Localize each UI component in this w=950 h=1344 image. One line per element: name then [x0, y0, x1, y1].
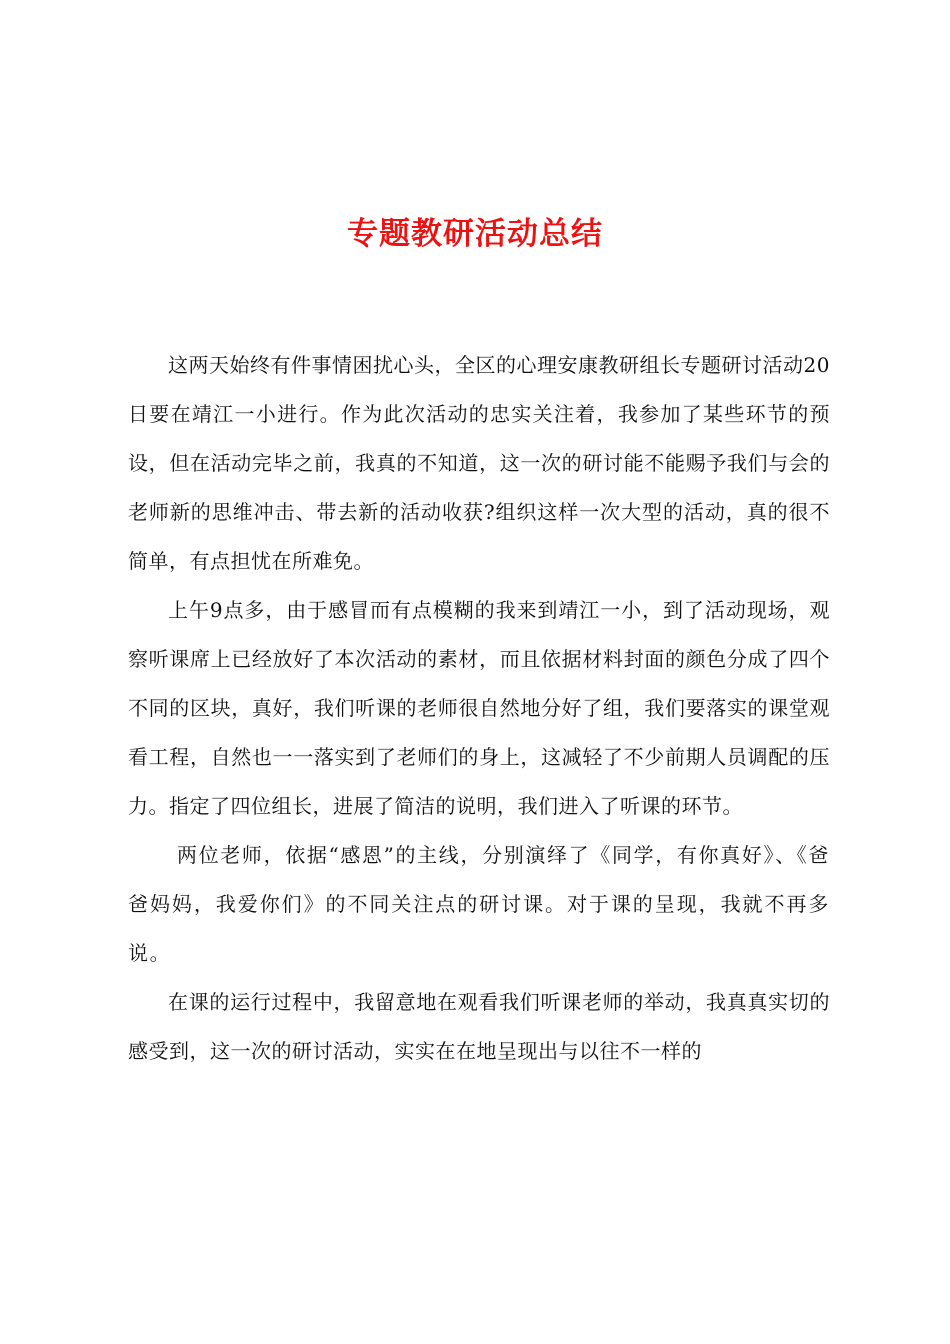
paragraph-3: 两位老师，依据“感恩”的主线，分别演绎了《同学，有你真好》、《爸爸妈妈，我爱你们》的不同关注点的研讨课。对于课的呈现，我就不再多说。 [128, 843, 830, 965]
document-body [128, 341, 830, 1076]
document-title: 专题教研活动总结 [347, 216, 603, 252]
paragraph-1: 这两天始终有件事情困扰心头，全区的心理安康教研组长专题研讨活动20日要在靖江一小进行。作为此次活动的忠实关注着，我参加了某些环节的预设，但在活动完毕之前，我真的不知道，这一次的研讨能不能赐予我们与会的老师新的思维冲击、带去新的活动收获?组织这样一次大型的活动，真的很不简单，有点担忧在所难免。 [128, 353, 830, 573]
paragraph-4: 在课的运行过程中，我留意地在观看我们听课老师的举动，我真真实切的感受到，这一次的研讨活动，实实在在地呈现出与以往不一样的 [128, 990, 830, 1063]
paragraph-2: 上午9点多，由于感冒而有点模糊的我来到靖江一小，到了活动现场，观察听课席上已经放好了本次活动的素材，而且依据材料封面的颜色分成了四个不同的区块，真好，我们听课的老师很自然地分好了组，我们要落实的课堂观看工程，自然也一一落实到了老师们的身上，这减轻了不少前期人员调配的压力。指定了四位组长，进展了简洁的说明，我们进入了听课的环节。 [128, 598, 830, 818]
